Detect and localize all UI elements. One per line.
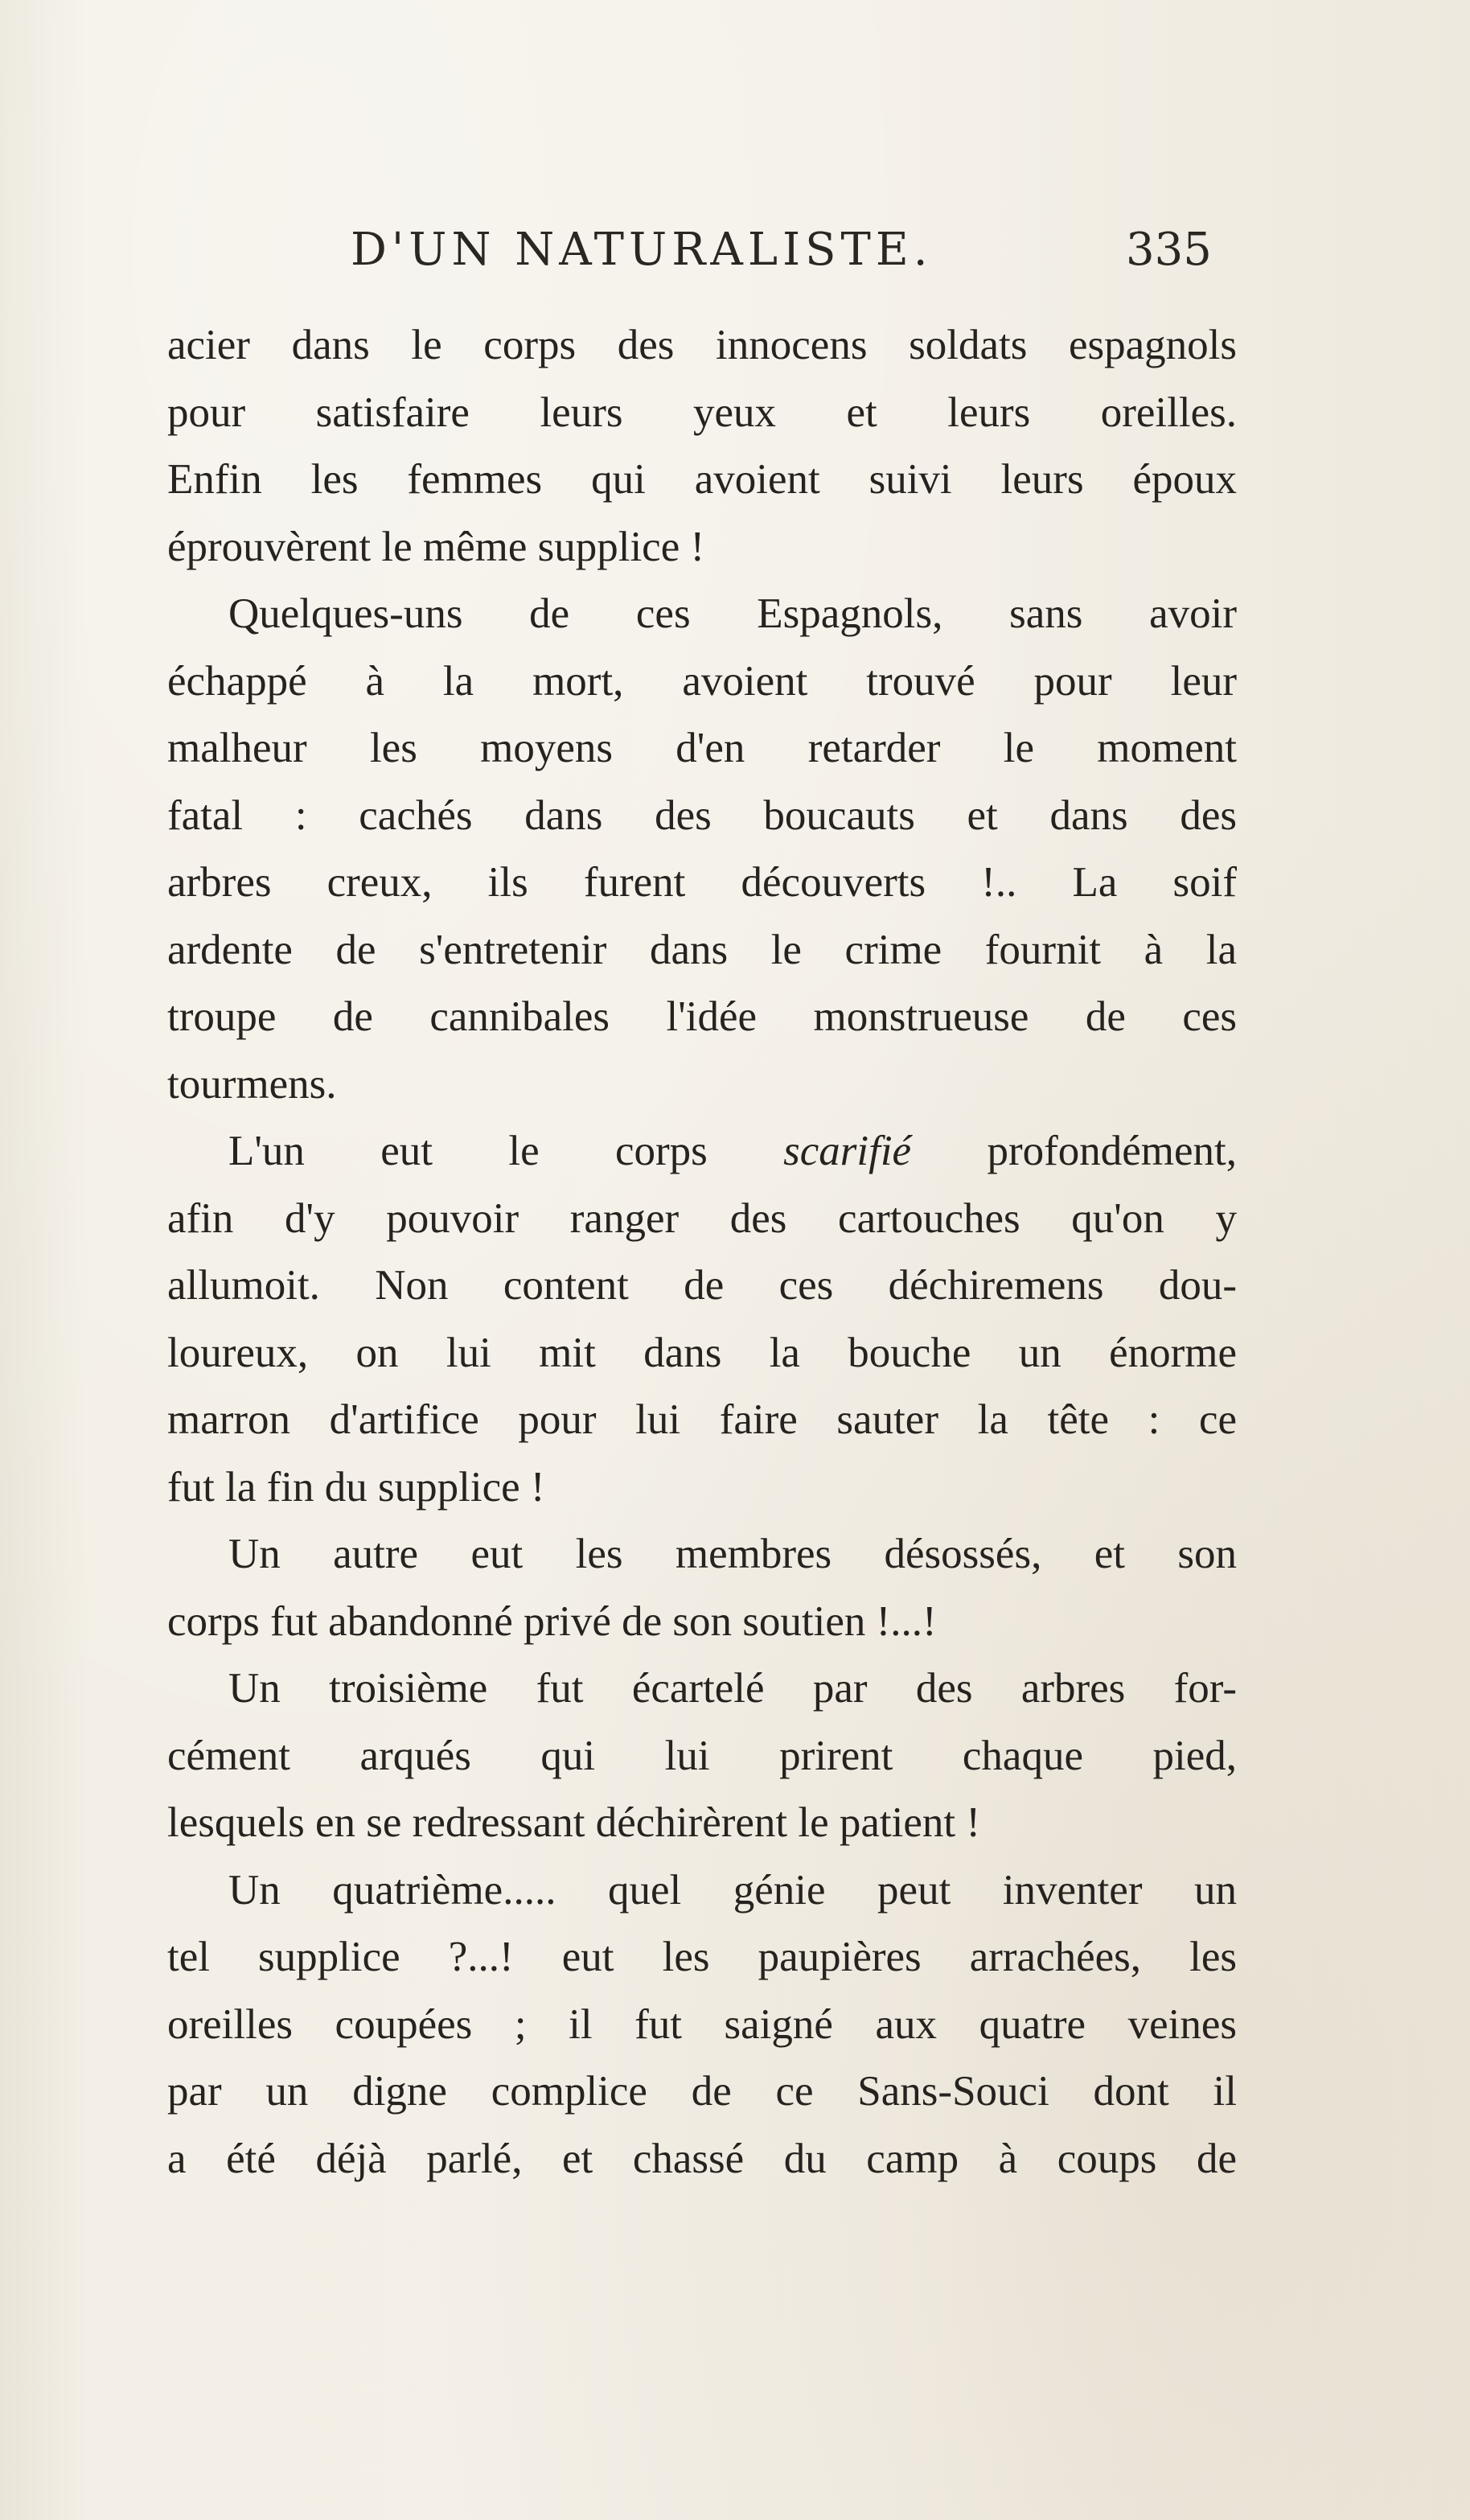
text-line: fut la fin du supplice ! xyxy=(167,1463,545,1511)
text-line: Un quatrième..... quel génie peut inventer un xyxy=(228,1866,1237,1914)
body-text xyxy=(167,312,1237,2193)
text-line: fatal : cachés dans des boucauts et dans des xyxy=(167,791,1237,839)
text-line: a été déjà parlé, et chassé du camp à coups de xyxy=(167,2135,1237,2182)
text-line: ardente de s'entretenir dans le crime fournit à la xyxy=(167,926,1237,973)
text-line: échappé à la mort, avoient trouvé pour leur xyxy=(167,657,1237,705)
text-line: marron d'artifice pour lui faire sauter la tête : ce xyxy=(167,1396,1237,1443)
text-line: oreilles coupées ; il fut saigné aux quatre veines xyxy=(167,2000,1237,2048)
text-fragment: L'un eut le corps xyxy=(228,1128,784,1174)
text-line: malheur les moyens d'en retarder le moment xyxy=(167,725,1237,771)
text-line: cément arqués qui lui prirent chaque pied, xyxy=(167,1732,1237,1779)
text-line: Un troisième fut écartelé par des arbres for- xyxy=(228,1665,1237,1712)
text-line: tourmens. xyxy=(167,1060,337,1108)
text-fragment: profondément, xyxy=(911,1128,1237,1174)
running-title: D'UN NATURALISTE. xyxy=(351,224,933,276)
text-line: pour satisfaire leurs yeux et leurs oreilles. xyxy=(167,388,1237,436)
page-number: 335 xyxy=(1126,224,1212,276)
text-line: acier dans le corps des innocens soldats espagnols xyxy=(167,322,1237,368)
text-line: par un digne complice de ce Sans-Souci dont il xyxy=(167,2068,1237,2115)
text-line: allumoit. Non content de ces déchiremens dou- xyxy=(167,1262,1237,1309)
text-line: tel supplice ?...! eut les paupières arrachées, les xyxy=(167,1934,1237,1980)
text-line: corps fut abandonné privé de son soutien !...! xyxy=(167,1597,937,1645)
text-line: éprouvèrent le même supplice ! xyxy=(167,523,705,570)
text-line: afin d'y pouvoir ranger des cartouches qu'on y xyxy=(167,1194,1237,1242)
page-header xyxy=(0,224,1470,288)
text-line: arbres creux, ils furent découverts !.. La soif xyxy=(167,859,1237,906)
text-line: lesquels en se redressant déchirèrent le patient ! xyxy=(167,1799,980,1846)
text-line: Quelques-uns de ces Espagnols, sans avoir xyxy=(228,590,1237,637)
text-line-with-italic xyxy=(167,1118,1237,1186)
text-line: Un autre eut les membres désossés, et son xyxy=(228,1531,1237,1577)
text-line: troupe de cannibales l'idée monstrueuse de ces xyxy=(167,993,1237,1040)
italic-word: scarifié xyxy=(783,1128,912,1174)
text-line: loureux, on lui mit dans la bouche un énorme xyxy=(167,1329,1237,1376)
text-line: Enfin les femmes qui avoient suivi leurs époux xyxy=(167,456,1237,503)
